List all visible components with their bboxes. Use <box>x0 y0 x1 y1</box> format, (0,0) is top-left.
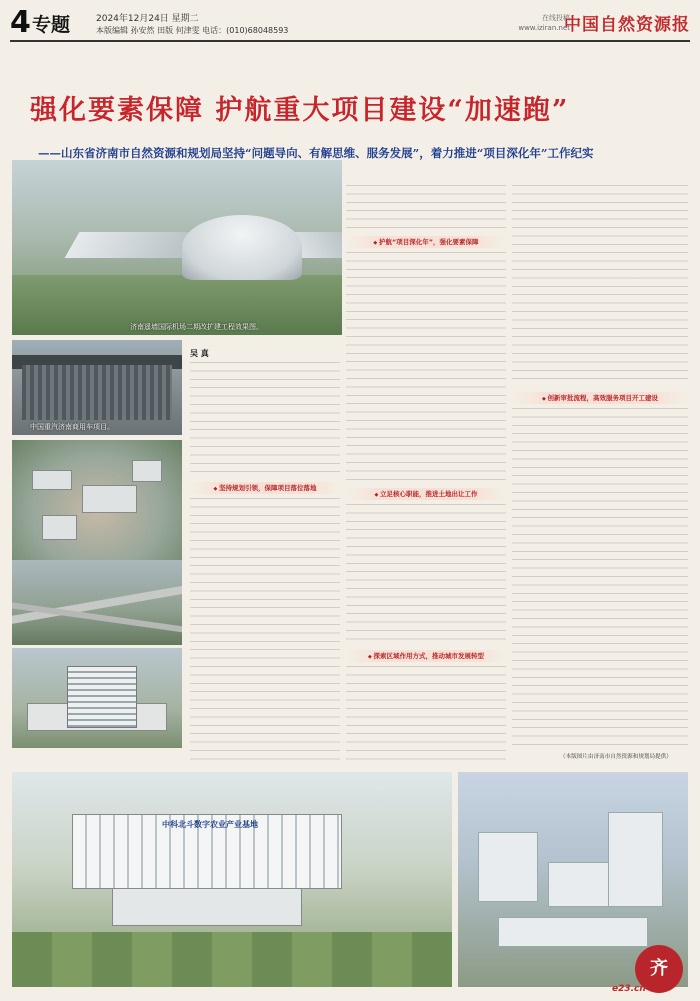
sub-headline: ——山东省济南市自然资源和规划局坚持“问题导向、有解思维、服务发展”，着力推进“项目深化年”工作纪实 <box>38 146 594 160</box>
airport-rendering-photo <box>12 160 342 335</box>
aerial-district-photo <box>12 440 182 560</box>
article-column-2d <box>346 666 506 761</box>
article-column-3a <box>512 185 688 385</box>
hospital-tower <box>67 666 137 728</box>
site-url[interactable]: www.iziran.net <box>518 24 570 32</box>
photo-source-note: （本版图片由济南市自然资源和规划局提供） <box>560 754 672 760</box>
main-headline: 强化要素保障 护航重大项目建设“加速跑” <box>30 95 570 126</box>
article-column-1a <box>190 362 340 477</box>
article-column-2b <box>346 252 506 482</box>
article-column-2c <box>346 504 506 644</box>
section-heading-3: ◆ 立足核心职能，推进土地出让工作 <box>346 488 506 500</box>
article-column-1b <box>190 498 340 760</box>
terminal-wing-left <box>64 232 199 258</box>
aerial-building <box>132 460 162 482</box>
watermark-seal-icon: 齐 <box>635 945 683 993</box>
industrial-plant-photo <box>12 340 182 435</box>
aerial-building <box>42 515 77 540</box>
agri-campus-photo <box>12 772 452 987</box>
header-divider <box>10 40 690 42</box>
hospital-building-photo <box>12 648 182 748</box>
render-building <box>498 917 648 947</box>
aerial-building <box>32 470 72 490</box>
page-number: 4 <box>10 5 31 40</box>
section-heading-2: ◆ 护航“项目深化年”，强化要素保障 <box>346 236 506 248</box>
campus-sign: 中科北斗数字农业产业基地 <box>162 820 258 829</box>
interchange-photo <box>12 560 182 645</box>
editor-credits: 本版编辑 孙安然 田版 何津雯 电话：(010)68048593 <box>96 26 289 35</box>
article-column-3b <box>512 408 688 748</box>
aerial-building <box>82 485 137 513</box>
masthead-logo: 中国自然资源报 <box>564 15 690 35</box>
watermark-url: e23.cn <box>612 984 646 994</box>
render-building <box>478 832 538 902</box>
plant-shed <box>22 365 172 420</box>
author-byline: 吴 真 <box>190 349 209 358</box>
airport-caption: 济南遥墙国际机场二期改扩建工程效果图。 <box>130 323 263 331</box>
plant-caption: 中国重汽济南商用车项目。 <box>30 423 114 431</box>
render-building <box>608 812 663 907</box>
section-heading-1: ◆ 坚持规划引领，保障项目落位落地 <box>190 482 340 494</box>
submission-label: 在线投稿 <box>542 14 570 22</box>
section-title: 专题 <box>32 14 71 36</box>
issue-date: 2024年12月24日 星期二 <box>96 14 199 24</box>
article-column-2a <box>346 185 506 230</box>
terminal-building <box>182 215 302 280</box>
campus-hall <box>112 888 302 926</box>
section-heading-4: ◆ 创新审批流程，高效服务项目开工建设 <box>512 392 688 404</box>
campus-lawn <box>12 932 452 987</box>
page-header <box>10 6 690 42</box>
section-heading-5: ◆ 探索区域作用方式，推动城市发展转型 <box>346 650 506 662</box>
